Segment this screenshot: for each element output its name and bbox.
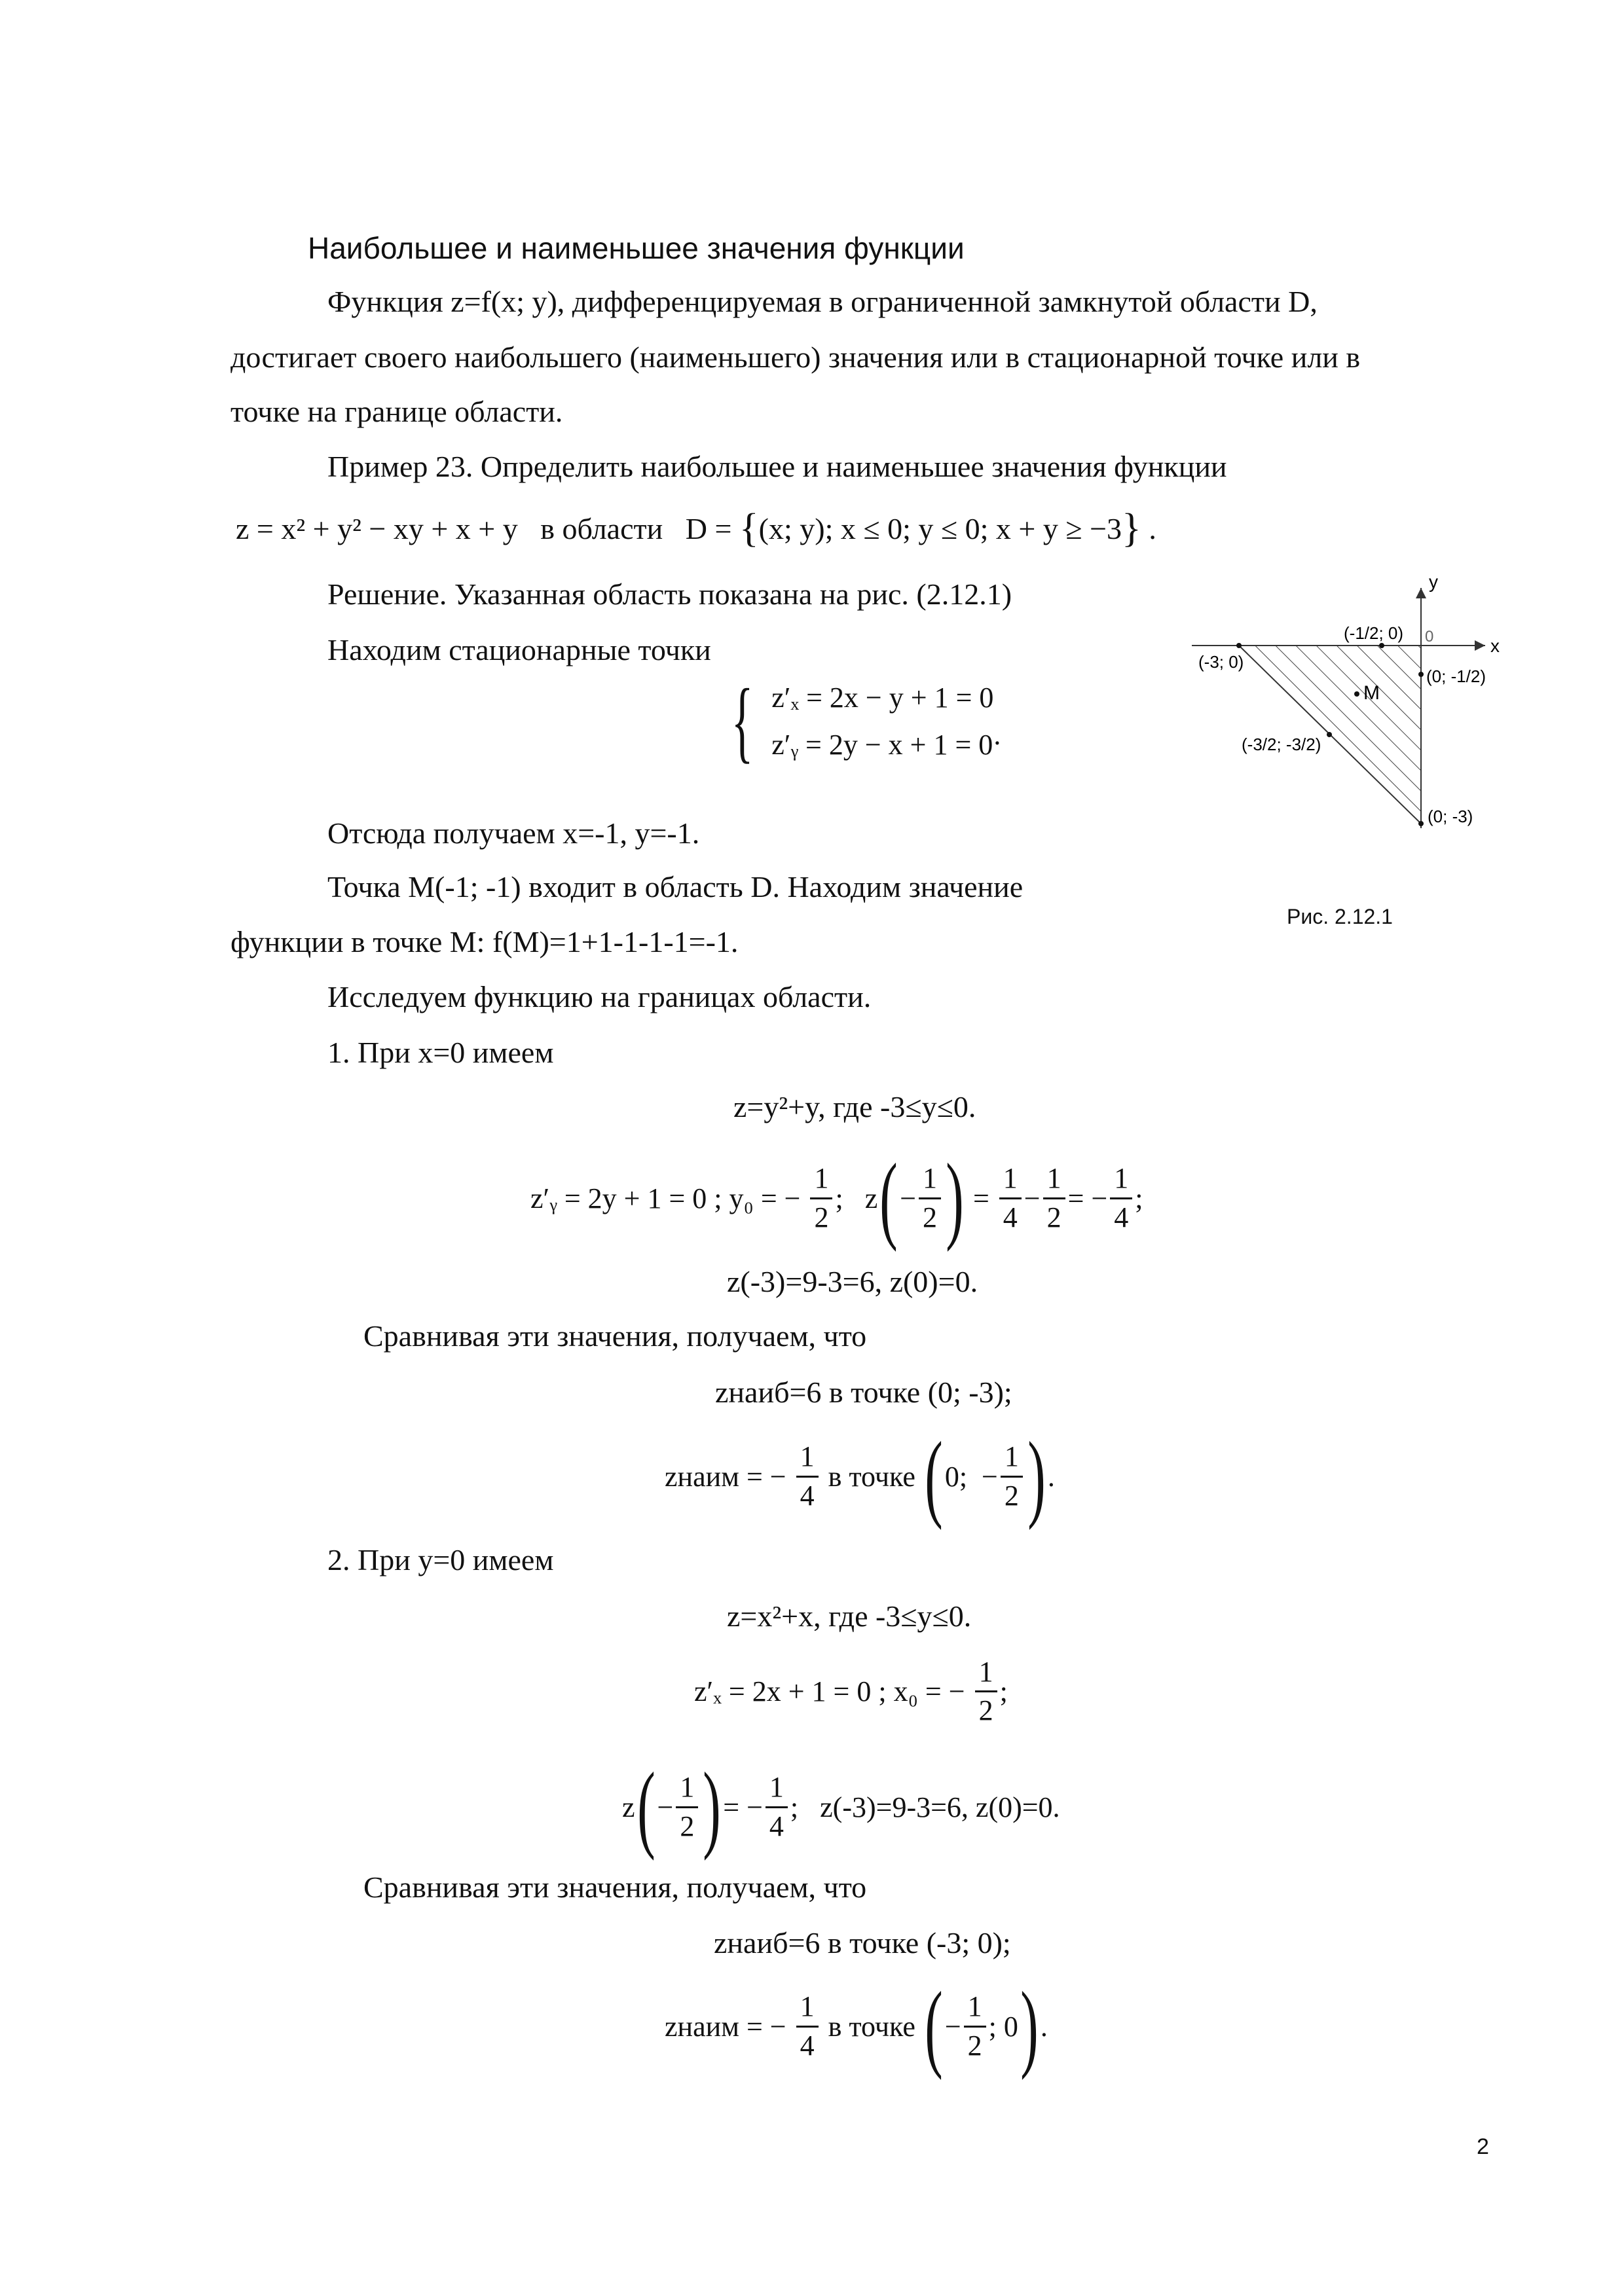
fraction-numerator: 1 xyxy=(796,1441,819,1477)
label-point-mhalf-0: (-1/2; 0) xyxy=(1344,623,1404,643)
point-line-1: Точка M(-1; -1) входит в область D. Находим значение xyxy=(327,870,1024,903)
point-dot xyxy=(1327,732,1332,737)
page-number: 2 xyxy=(1477,2134,1489,2159)
case1-function: z=y²+y, где -3≤y≤0. xyxy=(733,1090,976,1123)
fraction-denominator: 2 xyxy=(1046,1201,1061,1233)
region-figure xyxy=(1179,570,1519,845)
case1-derivative-a: z′ᵧ = 2y + 1 = 0 ; y₀ = − xyxy=(530,1182,801,1214)
fraction-numerator: 1 xyxy=(676,1772,698,1808)
intro-line-3: точке на границе области. xyxy=(231,395,563,428)
axis-y-label: y xyxy=(1429,572,1438,592)
function-definition: z = x² + y² − xy + x + y в области D = {(x; y); x ≤ 0; y ≤ 0; x + y ≥ −3} . xyxy=(236,506,1156,551)
point-dot xyxy=(1354,691,1359,697)
boundary-line: Исследуем функцию на границах области. xyxy=(327,980,872,1013)
compare-2: Сравнивая эти значения, получаем, что xyxy=(363,1870,867,1904)
x-axis-arrow-icon xyxy=(1475,640,1485,651)
case1-values: z(-3)=9-3=6, z(0)=0. xyxy=(727,1265,978,1298)
domain-formula-left: D = xyxy=(685,512,732,545)
system-equation-2: z′ᵧ = 2y − x + 1 = 0 xyxy=(771,729,993,761)
stationary-line: Находим стационарные точки xyxy=(327,633,711,666)
fraction-denominator: 4 xyxy=(800,2029,815,2062)
domain-set: (x; y); x ≤ 0; y ≤ 0; x + y ≥ −3 xyxy=(758,512,1122,545)
axis-x-label: x xyxy=(1490,636,1500,656)
system-brace: { xyxy=(731,670,754,772)
label-point-m: M xyxy=(1363,682,1380,704)
point-dot xyxy=(1418,821,1424,826)
origin-label: 0 xyxy=(1425,628,1434,646)
system-equation-1: z′ₓ = 2x − y + 1 = 0 xyxy=(771,682,994,714)
case2-derivative-text: z′ₓ = 2x + 1 = 0 ; x₀ = − xyxy=(694,1675,965,1708)
fraction-denominator: 4 xyxy=(1114,1201,1129,1233)
case1-heading: 1. При x=0 имеем xyxy=(327,1036,554,1069)
point-line-2: функции в точке M: f(M)=1+1-1-1-1=-1. xyxy=(231,925,739,958)
case1-min: zнаим = − $\frac{1}{4}$ в точке (0; − $\frac{1}{2}$ ). xyxy=(665,1422,1055,1531)
fraction-denominator: 2 xyxy=(978,1694,993,1727)
domain-text: в области xyxy=(540,512,663,545)
case2-min: zнаим = − $\frac{1}{4}$ в точке (− $\frac{1}{2}$ ; 0). xyxy=(665,1972,1048,2081)
case1-min-text: в точке xyxy=(828,1460,915,1493)
case1-derivative-b: z xyxy=(864,1182,878,1214)
equation-system: { z′ₓ = 2x − y + 1 = 0 z′ᵧ = 2y − x + 1 = 0 . xyxy=(731,670,1001,772)
label-point-0-m3: (0; -3) xyxy=(1428,807,1473,826)
case1-max: zнаиб=6 в точке (0; -3); xyxy=(715,1376,1012,1409)
case2-heading: 2. При y=0 имеем xyxy=(327,1543,554,1576)
label-point-0-mhalf: (0; -1/2) xyxy=(1426,666,1486,686)
fraction-numerator: 1 xyxy=(796,1991,819,2027)
fraction-numerator: 1 xyxy=(766,1772,788,1808)
fraction-denominator: 2 xyxy=(1004,1479,1019,1512)
case1-min-label: zнаим = − xyxy=(665,1460,786,1493)
y-axis-arrow-icon xyxy=(1416,588,1426,598)
case2-min-text: в точке xyxy=(828,2010,915,2043)
point-dot xyxy=(1379,643,1384,648)
case2-derivative: z′ₓ = 2x + 1 = 0 ; x₀ = − $\frac{1}{2}$ ; xyxy=(694,1656,1008,1727)
intro-line-1: Функция z=f(x; y), дифференцируемая в ограниченной замкнутой области D, xyxy=(327,285,1318,318)
fraction-numerator: 1 xyxy=(1110,1163,1132,1199)
compare-1: Сравнивая эти значения, получаем, что xyxy=(363,1319,867,1353)
function-formula: z = x² + y² − xy + x + y xyxy=(236,512,518,545)
case2-function: z=x²+x, где -3≤y≤0. xyxy=(727,1599,972,1633)
fraction-denominator: 4 xyxy=(1003,1201,1018,1233)
case2-max: zнаиб=6 в точке (-3; 0); xyxy=(714,1926,1011,1959)
fraction-numerator: 1 xyxy=(919,1163,941,1199)
fraction-denominator: 2 xyxy=(814,1201,829,1233)
result-line: Отсюда получаем x=-1, y=-1. xyxy=(327,816,700,850)
case1-derivative-c: = xyxy=(972,1182,989,1214)
solution-line: Решение. Указанная область показана на рис. (2.12.1) xyxy=(327,577,1012,611)
case2-values-row: z(− $\frac{1}{2}$ )= − $\frac{1}{4}$ ; z(-3)=9-3=6, z(0)=0. xyxy=(622,1753,1060,1861)
page-title: Наибольшее и наименьшее значения функции xyxy=(308,231,965,265)
fraction-numerator: 1 xyxy=(1043,1163,1065,1199)
fraction-numerator: 1 xyxy=(1001,1441,1023,1477)
intro-line-2: достигает своего наибольшего (наименьшего) значения или в стационарной точке или в xyxy=(231,340,1361,374)
fraction-denominator: 4 xyxy=(800,1479,815,1512)
point-dot xyxy=(1418,672,1424,677)
example-heading: Пример 23. Определить наибольшее и наименьшее значения функции xyxy=(327,450,1227,483)
fraction-numerator: 1 xyxy=(810,1163,832,1199)
point-dot xyxy=(1236,643,1242,648)
figure-caption: Рис. 2.12.1 xyxy=(1287,905,1393,928)
fraction-numerator: 1 xyxy=(999,1163,1022,1199)
fraction-denominator: 2 xyxy=(923,1201,938,1233)
label-point-m32: (-3/2; -3/2) xyxy=(1242,735,1321,754)
case2-min-label: zнаим = − xyxy=(665,2010,786,2043)
fraction-denominator: 4 xyxy=(769,1810,784,1842)
label-point-m3-0: (-3; 0) xyxy=(1198,652,1244,672)
case1-derivative: z′ᵧ = 2y + 1 = 0 ; y₀ = − $\frac{1}{2}$ ; z(− $\frac{1}{2}$ ) = $\frac{1}{4}$ − $\frac{1}{2}$ = − $\frac{1}{4}$ ; xyxy=(530,1144,1143,1252)
fraction-numerator: 1 xyxy=(975,1656,997,1692)
fraction-denominator: 2 xyxy=(967,2029,982,2062)
fraction-numerator: 1 xyxy=(964,1991,986,2027)
fraction-denominator: 2 xyxy=(680,1810,695,1842)
case2-values: z(-3)=9-3=6, z(0)=0. xyxy=(820,1791,1060,1823)
